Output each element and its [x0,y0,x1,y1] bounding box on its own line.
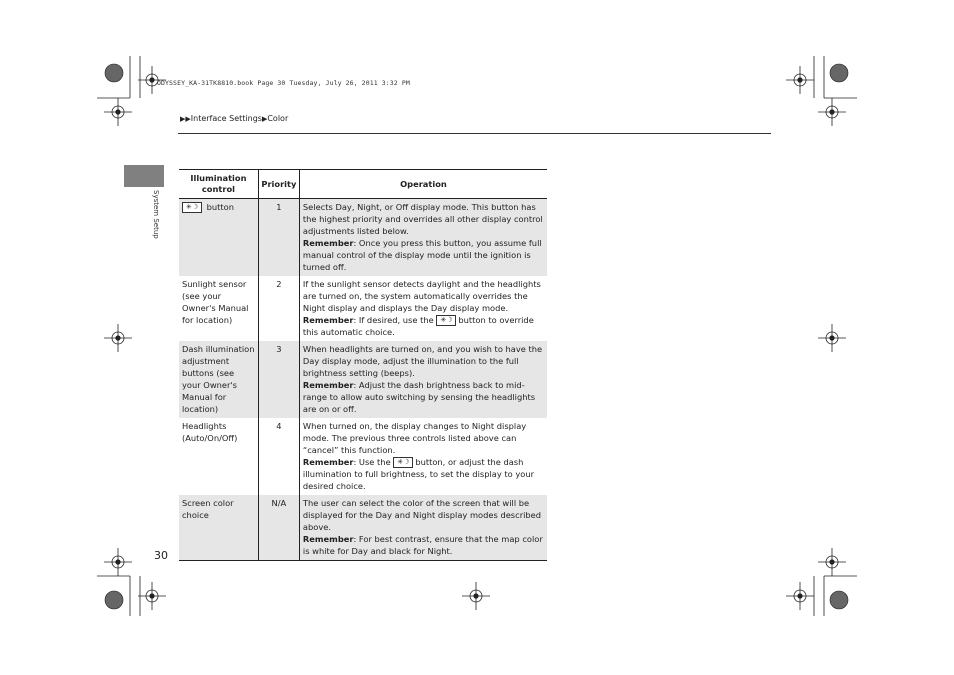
operation-text: When turned on, the display changes to Night display mode. The previous three controls listed above can “cancel” this function. [302,421,527,455]
operation-cell [299,341,547,418]
table-row [179,276,547,341]
remember-text-post: button, or adjust the dash illumination to full brightness, to set the display to your desired choice. [302,457,535,491]
remember-text: : For best contrast, ensure that the map color is white for Day and black for Night. [302,534,543,556]
remember-label: Remember [302,238,354,248]
priority-cell: N/A [258,495,299,561]
header-rule [178,133,771,134]
table-row [179,341,547,418]
remember-label: Remember [302,315,354,325]
remember-text: : Once you press this button, you assume full manual control of the display mode until the ignition is turned off. [302,238,542,272]
page-number: 30 [154,549,168,562]
breadcrumb [180,114,288,123]
breadcrumb-page: Color [267,114,289,123]
table-row [179,418,547,495]
control-text: button [206,202,235,212]
double-arrow-icon: ▶▶ [180,115,191,123]
day-night-button-icon: ✳☽ [182,202,202,213]
operation-cell [299,418,547,495]
operation-text: Selects Day, Night, or Off display mode. This button has the highest priority and overrides all other display control adjustments listed below. [302,202,543,236]
priority-cell: 3 [258,341,299,418]
remember-text: : Adjust the dash brightness back to mid-range to allow auto switching by sensing the headlights are on or off. [302,380,536,414]
control-cell: Screen color choice [179,495,258,561]
table-row [179,199,547,277]
arrow-icon: ▶ [261,115,268,123]
operation-text: If the sunlight sensor detects daylight and the headlights are turned on, the system automatically overrides the Night display and displays the Day display mode. [302,279,541,313]
breadcrumb-section: Interface Settings [190,114,262,123]
priority-cell: 1 [258,199,299,277]
section-tab [124,165,164,187]
operation-cell [299,276,547,341]
remember-text: : Use the [353,457,391,467]
remember-label: Remember [302,534,354,544]
side-section-label: System Setup [152,190,160,239]
header-priority: Priority [258,170,299,199]
table-row [179,495,547,561]
print-header-line: ODYSSEY_KA-31TK8810.book Page 30 Tuesday, July 26, 2011 3:32 PM [157,79,410,87]
control-cell [179,199,258,277]
remember-text-post: button to override this automatic choice. [302,315,534,337]
control-cell: Sunlight sensor (see your Owner's Manual for location) [182,279,249,325]
illumination-control-table [179,169,547,561]
operation-text: When headlights are turned on, and you wish to have the Day display mode, adjust the illumination to the full brightness setting (beeps). [302,344,543,378]
remember-label: Remember [302,457,354,467]
remember-label: Remember [302,380,354,390]
operation-cell [299,495,547,561]
operation-text: The user can select the color of the screen that will be displayed for the Day and Night display modes described above. [302,498,542,532]
table-header-row [179,170,547,199]
day-night-button-icon: ✳☽ [436,315,456,326]
control-cell: Dash illumination adjustment buttons (see your Owner's Manual for location) [179,341,258,418]
header-illumination-control: Illumination control [179,170,258,199]
control-cell: Headlights (Auto/On/Off) [182,421,238,443]
remember-text: : If desired, use the [353,315,434,325]
priority-cell: 4 [258,418,299,495]
day-night-button-icon: ✳☽ [393,457,413,468]
operation-cell [299,199,547,277]
header-operation: Operation [299,170,547,199]
priority-cell: 2 [258,276,299,341]
